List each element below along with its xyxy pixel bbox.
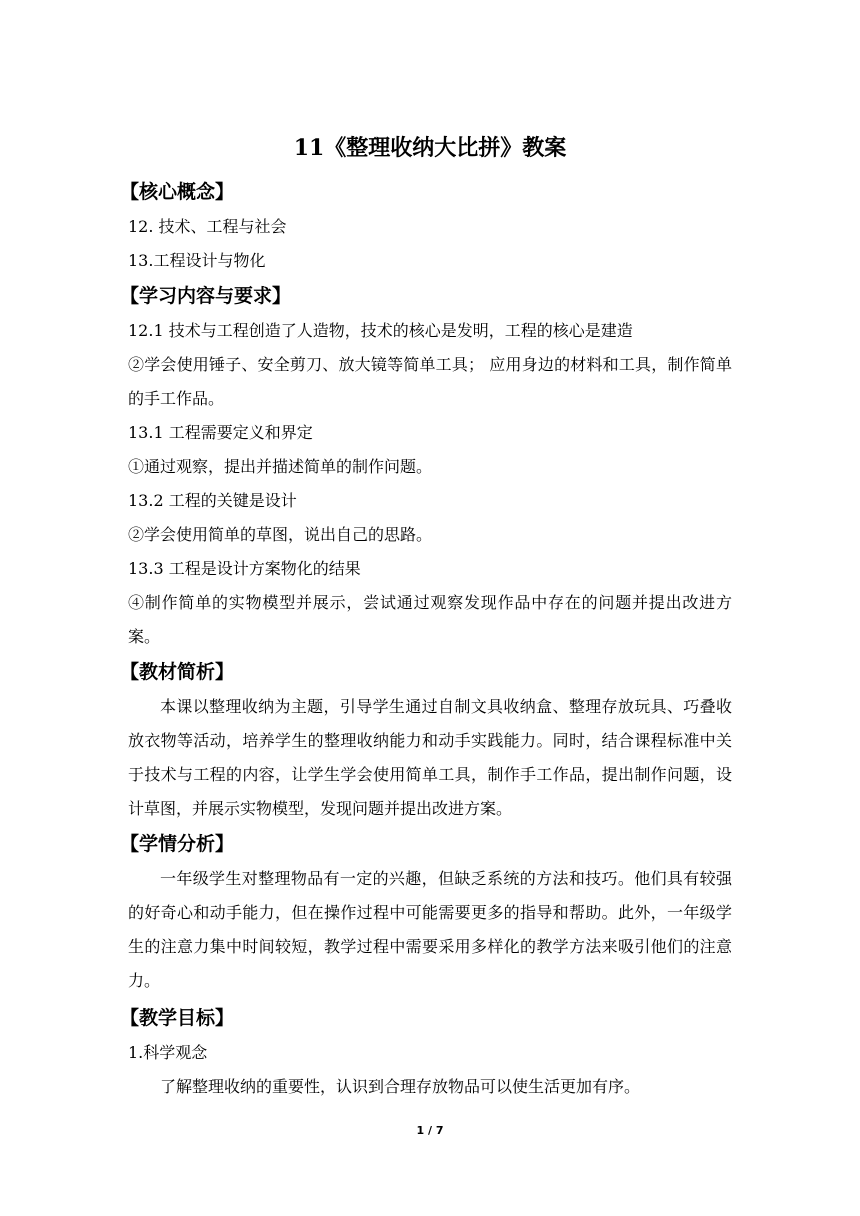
document-body	[120, 126, 732, 1104]
section-heading-core-concepts: 【核心概念】	[120, 181, 235, 203]
section-heading-teaching-goals: 【教学目标】	[120, 1007, 235, 1029]
section-heading-learning-content: 【学习内容与要求】	[120, 285, 292, 307]
learning-content-line: ②学会使用锤子、安全剪刀、放大镜等简单工具； 应用身边的材料和工具，制作简单的手工作品。	[128, 355, 732, 408]
student-analysis-paragraph: 一年级学生对整理物品有一定的兴趣，但缺乏系统的方法和技巧。他们具有较强的好奇心和动手能力，但在操作过程中可能需要更多的指导和帮助。此外，一年级学生的注意力集中时间较短，教学过程中需要采用多样化的教学方法来吸引他们的注意力。	[128, 869, 732, 990]
learning-content-line: 12.1 技术与工程创造了人造物，技术的核心是发明，工程的核心是建造	[128, 321, 633, 340]
learning-content-line: ①通过观察，提出并描述简单的制作问题。	[128, 457, 433, 476]
section-heading-textbook-analysis: 【教材简析】	[120, 661, 235, 683]
textbook-analysis-paragraph: 本课以整理收纳为主题，引导学生通过自制文具收纳盒、整理存放玩具、巧叠收放衣物等活动，培养学生的整理收纳能力和动手实践能力。同时，结合课程标准中关于技术与工程的内容，让学生学会使用简单工具，制作手工作品，提出制作问题，设计草图，并展示实物模型，发现问题并提出改进方案。	[128, 697, 732, 818]
core-concept-item: 12. 技术、工程与社会	[128, 217, 287, 236]
teaching-goal-subheading: 1.科学观念	[128, 1043, 208, 1062]
section-heading-student-analysis: 【学情分析】	[120, 833, 235, 855]
document-title: 11《整理收纳大比拼》教案	[293, 135, 567, 161]
learning-content-line: 13.1 工程需要定义和界定	[128, 423, 313, 442]
learning-content-line: 13.2 工程的关键是设计	[128, 491, 297, 510]
learning-content-line: 13.3 工程是设计方案物化的结果	[128, 559, 361, 578]
learning-content-line: ④制作简单的实物模型并展示，尝试通过观察发现作品中存在的问题并提出改进方案。	[128, 593, 732, 646]
learning-content-line: ②学会使用简单的草图，说出自己的思路。	[128, 525, 433, 544]
core-concept-item: 13.工程设计与物化	[128, 251, 266, 270]
page-number: 1 / 7	[416, 1124, 444, 1137]
teaching-goal-paragraph: 了解整理收纳的重要性，认识到合理存放物品可以使生活更加有序。	[160, 1077, 641, 1096]
